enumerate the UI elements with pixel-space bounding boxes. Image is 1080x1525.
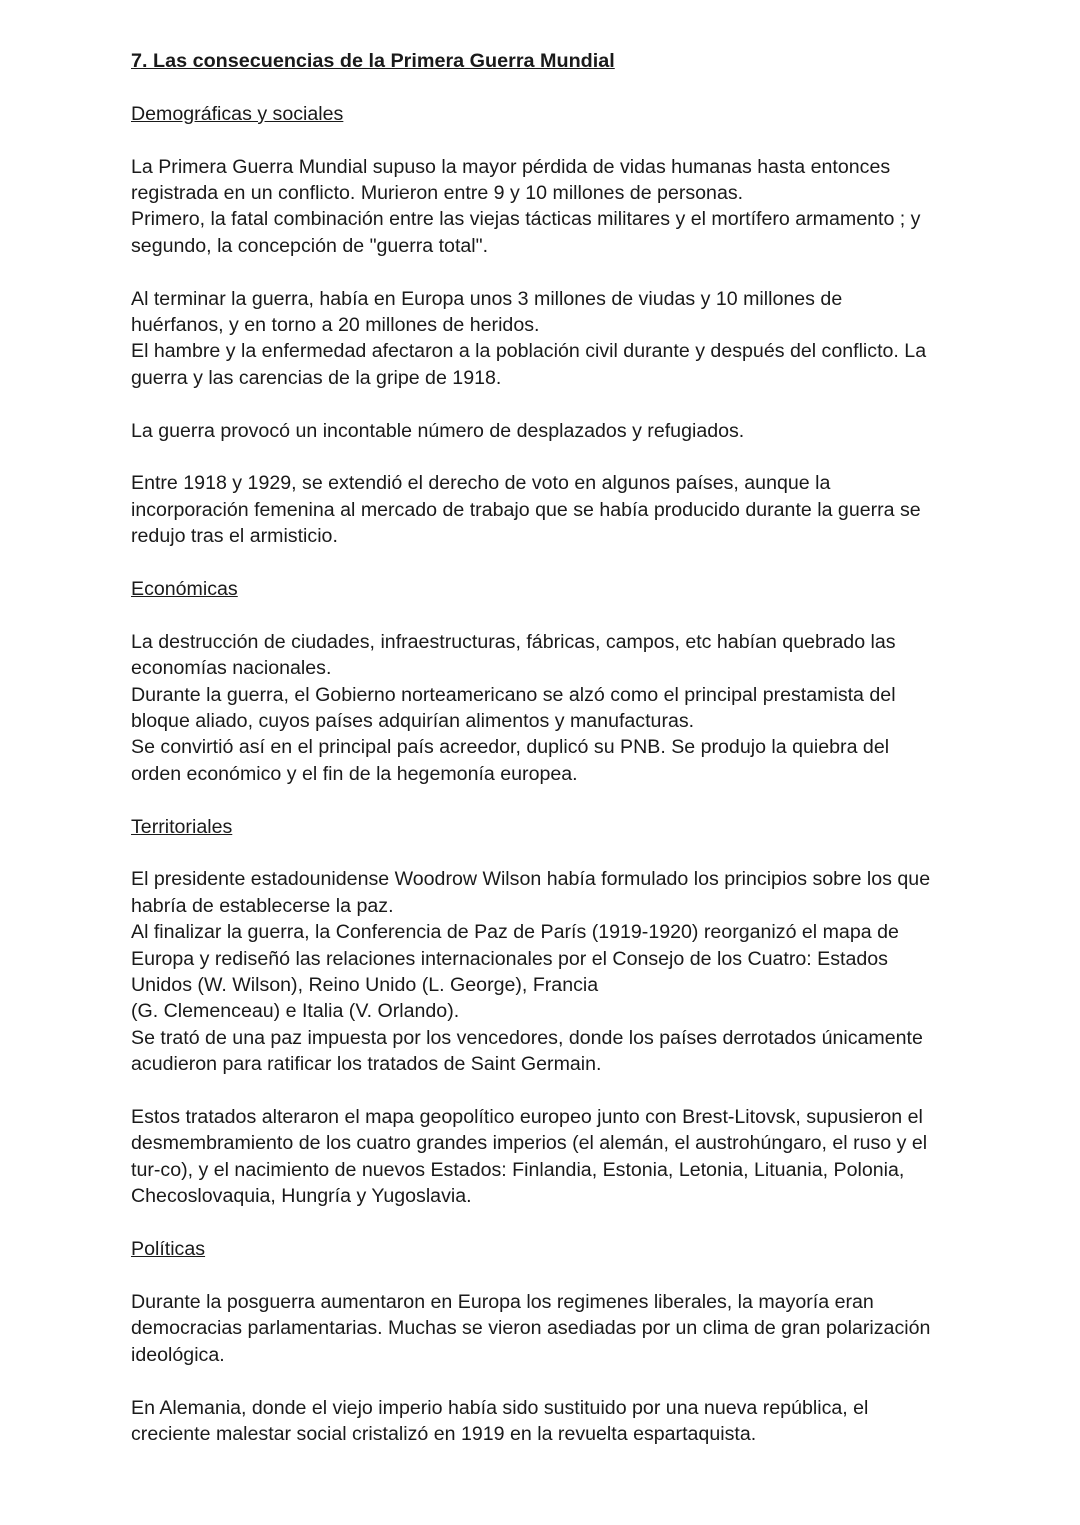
section-heading: Económicas	[131, 578, 238, 601]
paragraph	[131, 1289, 961, 1368]
text-line: El hambre y la enfermedad afectaron a la población civil durante y después del conflicto. La	[131, 340, 927, 363]
document-page	[131, 48, 961, 1447]
text-line: Entre 1918 y 1929, se extendió el derecho de voto en algunos países, aunque la	[131, 472, 831, 495]
text-line: La guerra provocó un incontable número de desplazados y refugiados.	[131, 419, 745, 442]
document-title: 7. Las consecuencias de la Primera Guerra Mundial	[131, 50, 615, 72]
text-line: redujo tras el armisticio.	[131, 525, 338, 548]
text-line: Primero, la fatal combinación entre las viejas tácticas militares y el mortífero armamento ; y	[131, 208, 921, 231]
text-line: Al terminar la guerra, había en Europa unos 3 millones de viudas y 10 millones de	[131, 287, 843, 310]
paragraph	[131, 629, 961, 787]
text-line: Unidos (W. Wilson), Reino Unido (L. George), Francia	[131, 974, 599, 997]
section-heading: Demográficas y sociales	[131, 102, 344, 125]
text-line: El presidente estadounidense Woodrow Wilson había formulado los principios sobre los que	[131, 868, 931, 891]
text-line: Estos tratados alteraron el mapa geopolítico europeo junto con Brest-Litovsk, supusieron el	[131, 1106, 923, 1129]
section-territoriales	[131, 814, 961, 1236]
text-line: Se convirtió así en el principal país acreedor, duplicó su PNB. Se produjo la quiebra del	[131, 736, 890, 759]
text-line: incorporación femenina al mercado de trabajo que se había producido durante la guerra se	[131, 498, 921, 521]
text-line: creciente malestar social cristalizó en 1919 en la revuelta espartaquista.	[131, 1422, 757, 1445]
text-line: Durante la posguerra aumentaron en Europa los regimenes liberales, la mayoría eran	[131, 1290, 874, 1313]
text-line: tur-co), y el nacimiento de nuevos Estados: Finlandia, Estonia, Letonia, Lituania, Polonia,	[131, 1158, 905, 1181]
text-line: (G. Clemenceau) e Italia (V. Orlando).	[131, 1000, 460, 1023]
text-line: registrada en un conflicto. Murieron entre 9 y 10 millones de personas.	[131, 181, 744, 204]
text-line: economías nacionales.	[131, 657, 332, 680]
text-line: bloque aliado, cuyos países adquirían alimentos y manufacturas.	[131, 710, 695, 733]
spacer	[131, 74, 961, 100]
text-line: Europa y rediseñó las relaciones internacionales por el Consejo de los Cuatro: Estados	[131, 947, 888, 970]
text-line: segundo, la concepción de "guerra total".	[131, 234, 489, 257]
section-economicas	[131, 576, 961, 814]
text-line: Se trató de una paz impuesta por los vencedores, donde los países derrotados únicamente	[131, 1026, 923, 1049]
text-line: ideológica.	[131, 1343, 225, 1366]
paragraph	[131, 470, 961, 549]
paragraph	[131, 1104, 961, 1210]
text-line: Durante la guerra, el Gobierno norteamericano se alzó como el principal prestamista del	[131, 683, 896, 706]
paragraph	[131, 1395, 961, 1448]
text-line: Checoslovaquia, Hungría y Yugoslavia.	[131, 1185, 472, 1208]
section-heading: Territoriales	[131, 815, 233, 838]
paragraph	[131, 286, 961, 392]
text-line: orden económico y el fin de la hegemonía europea.	[131, 762, 578, 785]
text-line: La destrucción de ciudades, infraestructuras, fábricas, campos, etc habían quebrado las	[131, 630, 896, 653]
text-line: Al finalizar la guerra, la Conferencia de Paz de París (1919-1920) reorganizó el mapa de	[131, 921, 899, 944]
text-line: habría de establecerse la paz.	[131, 894, 394, 917]
section-politicas	[131, 1236, 961, 1447]
section-heading: Políticas	[131, 1238, 206, 1261]
text-line: desmembramiento de los cuatro grandes imperios (el alemán, el austrohúngaro, el ruso y el	[131, 1132, 928, 1155]
text-line: guerra y las carencias de la gripe de 1918.	[131, 366, 502, 389]
text-line: democracias parlamentarias. Muchas se vieron asediadas por un clima de gran polarización	[131, 1317, 931, 1340]
text-line: acudieron para ratificar los tratados de Saint Germain.	[131, 1053, 602, 1076]
section-demograficas-sociales	[131, 101, 961, 576]
paragraph	[131, 154, 961, 260]
text-line: La Primera Guerra Mundial supuso la mayor pérdida de vidas humanas hasta entonces	[131, 155, 891, 178]
paragraph	[131, 418, 961, 444]
text-line: En Alemania, donde el viejo imperio había sido sustituido por una nueva república, el	[131, 1396, 869, 1419]
paragraph	[131, 866, 961, 1077]
text-line: huérfanos, y en torno a 20 millones de heridos.	[131, 314, 540, 336]
